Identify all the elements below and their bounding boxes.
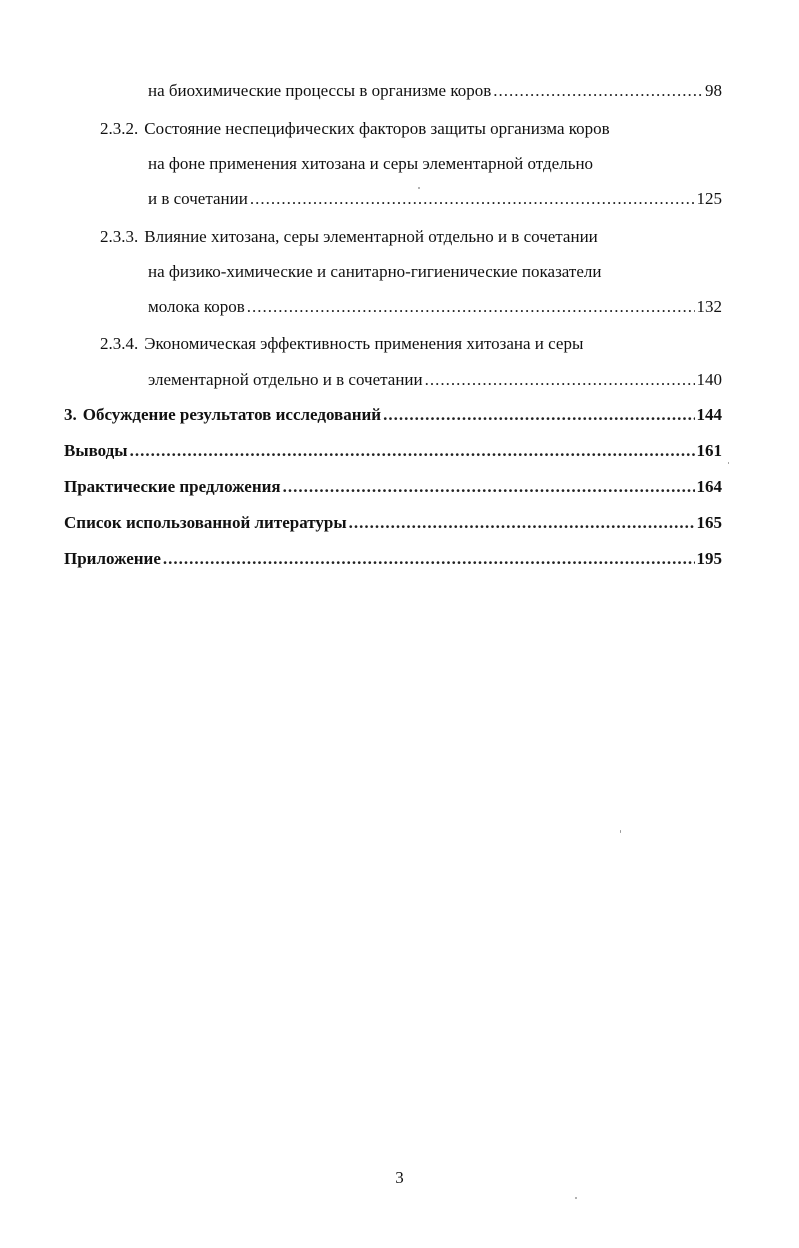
toc-entry-text: и в сочетании <box>148 189 248 208</box>
toc-dot-leader <box>425 365 695 395</box>
toc-entry-number: 2.3.3. <box>100 227 139 246</box>
toc-dot-leader <box>493 76 703 106</box>
toc-entry-2-3-4 <box>100 329 720 359</box>
toc-entry-number: 3. <box>64 405 77 424</box>
toc-entry-text: молока коров <box>148 297 245 316</box>
toc-entry-text: Состояние неспецифических факторов защиты организма коров <box>144 119 610 138</box>
toc-entry-conclusions <box>64 436 722 466</box>
toc-entry-text: на биохимические процессы в организме коров <box>148 81 492 100</box>
toc-entry-text: Экономическая эффективность применения хитозана и серы <box>144 334 584 353</box>
toc-entry-continuation <box>148 184 722 214</box>
toc-entry-text: элементарной отдельно и в сочетании <box>148 370 423 389</box>
scan-speck <box>620 830 621 833</box>
page-number: 3 <box>395 1168 404 1187</box>
toc-entry-2-3-2 <box>100 114 720 144</box>
toc-entry-continuation <box>148 292 722 322</box>
toc-entry-2-3-3 <box>100 222 720 252</box>
toc-page-number: 195 <box>696 549 722 568</box>
toc-entry-text: на физико-химические и санитарно-гигиенические показатели <box>148 262 602 281</box>
toc-entry-practical-proposals <box>64 472 722 502</box>
toc-entry-continuation <box>148 149 720 179</box>
toc-entry-text: Практические предложения <box>64 477 281 496</box>
toc-page-number: 164 <box>696 477 722 496</box>
toc-entry-continuation <box>148 365 722 395</box>
toc-entry-text: Выводы <box>64 441 128 460</box>
toc-dot-leader <box>349 508 695 538</box>
toc-entry-text: Приложение <box>64 549 161 568</box>
toc-entry-text: Обсуждение результатов исследований <box>82 405 382 424</box>
toc-dot-leader <box>283 472 695 502</box>
toc-dot-leader <box>163 544 695 574</box>
toc-entry-number: 2.3.4. <box>100 334 139 353</box>
toc-page-number: 165 <box>696 513 722 532</box>
scan-speck <box>575 1197 577 1199</box>
scan-speck <box>728 462 729 464</box>
toc-entry-continuation <box>148 257 720 287</box>
toc-dot-leader <box>247 292 695 322</box>
toc-entry-text: на фоне применения хитозана и серы элементарной отдельно <box>148 154 594 173</box>
toc-entry-continuation <box>148 76 722 106</box>
toc-dot-leader <box>250 184 695 214</box>
toc-dot-leader <box>130 436 695 466</box>
toc-entry-text: Влияние хитозана, серы элементарной отдельно и в сочетании <box>144 227 598 246</box>
scan-speck <box>418 187 420 189</box>
toc-page-number: 98 <box>705 81 722 100</box>
toc-dot-leader <box>383 400 694 430</box>
toc-page-number: 161 <box>696 441 722 460</box>
toc-page-number: 132 <box>696 297 722 316</box>
toc-entry-appendix <box>64 544 722 574</box>
toc-entry-text: Список использованной литературы <box>64 513 347 532</box>
toc-entry-number: 2.3.2. <box>100 119 139 138</box>
toc-page-number: 144 <box>696 405 722 424</box>
toc-entry-chapter-3 <box>64 400 722 430</box>
toc-page-number: 140 <box>696 370 722 389</box>
toc-page-number: 125 <box>696 189 722 208</box>
toc-entry-references <box>64 508 722 538</box>
